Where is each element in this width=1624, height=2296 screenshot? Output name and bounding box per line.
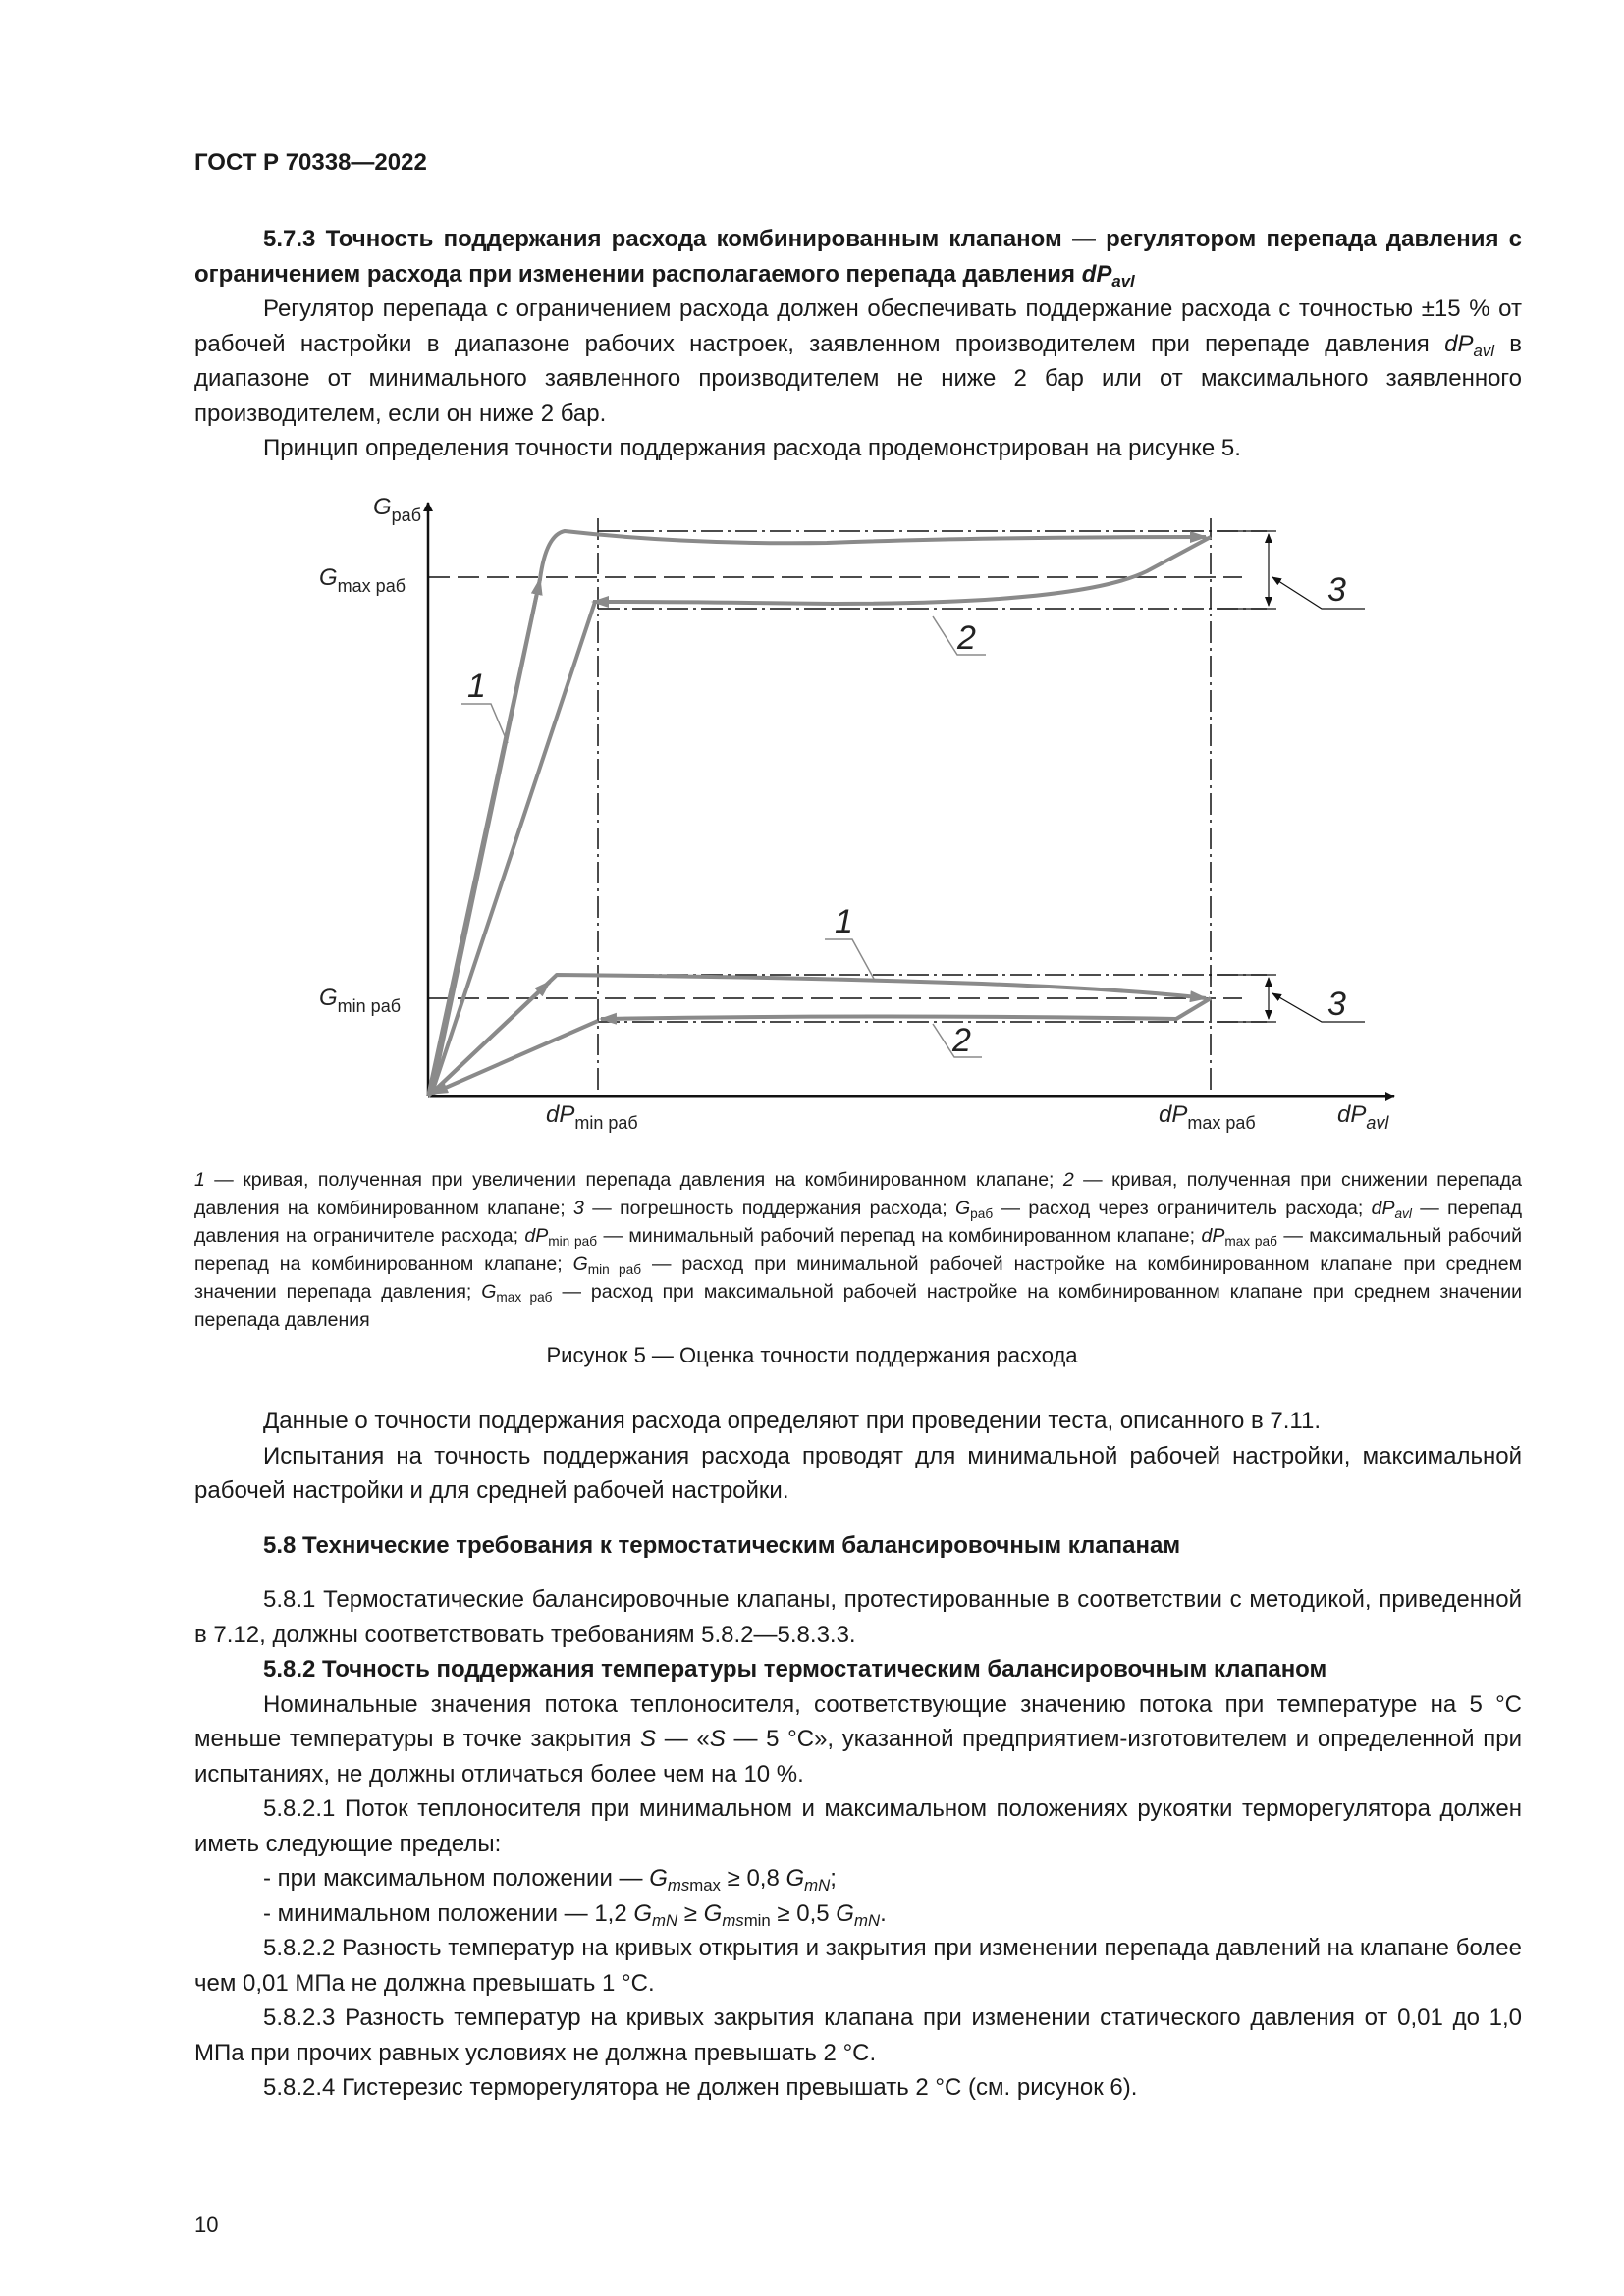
paragraph — [194, 2070, 1522, 2106]
dp-min-label: $dP_{min раб}$ — [546, 1101, 638, 1133]
text-run: 5.7.3 Точность поддержания расхода комбинированным клапаном — регулятором перепада давления с ограничением расхода при изменении располагаемого перепада давления — [194, 226, 1522, 288]
text-run: — « — [656, 1726, 710, 1752]
text-run: - минимальном положении — 1,2 — [263, 1899, 634, 1927]
text-run: — минимальный рабочий перепад на комбинированном клапане; — [597, 1225, 1202, 1247]
text-run: G — [836, 1899, 854, 1927]
paragraph — [194, 1582, 1522, 1652]
text-run: G — [481, 1281, 497, 1303]
curve-2-upper — [593, 537, 1211, 604]
text-run: mN — [652, 1910, 678, 1930]
text-run: min — [743, 1910, 771, 1930]
callout-3-upper: 3 — [1327, 571, 1346, 609]
y-axis-label: $G_{раб}$ — [373, 494, 422, 525]
callout-3-lower: 3 — [1327, 986, 1346, 1023]
text-run: ; — [830, 1865, 837, 1892]
text-run: max раб — [496, 1290, 553, 1306]
section-heading — [194, 1528, 1522, 1564]
text-run: G — [703, 1899, 723, 1927]
text-run: dP — [524, 1225, 549, 1247]
bottom-text — [194, 1404, 1522, 2106]
curve-2-lower — [601, 998, 1211, 1019]
text-run: . — [880, 1899, 887, 1927]
text-run: — расход при максимальной рабочей настройке на комбинированном клапане при среднем значении перепада давления — [194, 1281, 1522, 1331]
paragraph — [194, 1861, 1522, 1896]
paragraph — [194, 1404, 1522, 1439]
text-run: 5.8.1 Термостатические балансировочные клапаны, протестированные в соответствии с методикой, приведенной в 7.12, должны соответствовать требованиям 5.8.2—5.8.3.3. — [194, 1586, 1522, 1648]
text-run: dP — [1081, 260, 1112, 288]
text-run: 2 — [1062, 1169, 1074, 1191]
text-run: 5.8.2.3 Разность температур на кривых закрытия клапана при изменении статического давления от 0,01 до 1,0 МПа при прочих равных условиях не должна превышать 2 °С. — [194, 2004, 1522, 2066]
page-number: 10 — [194, 2213, 219, 2237]
figure-caption: Рисунок 5 — Оценка точности поддержания расхода — [546, 1343, 1078, 1367]
g-max-label: $G_{max раб}$ — [319, 564, 406, 596]
text-run: 1 — [194, 1169, 205, 1191]
text-run: Номинальные значения потока теплоносителя, соответствующие значению потока при температуре на 5 °С меньше температуры в точке закрытия — [194, 1690, 1522, 1752]
text-run: раб — [970, 1205, 994, 1221]
text-run: 5.8.2.2 Разность температур на кривых открытия и закрытия при изменении перепада давлений на клапане более чем 0,01 МПа не должна превышать 1 °С. — [194, 1935, 1522, 1997]
text-run: ≥ — [677, 1899, 704, 1927]
text-run: ms — [667, 1876, 690, 1896]
text-run: 5.8 Технические требования к термостатическим балансировочным клапанам — [263, 1531, 1181, 1559]
dp-max-label: $dP_{max раб}$ — [1159, 1101, 1256, 1133]
text-run: — кривая, полученная при увеличении перепада давления на комбинированном клапане; — [204, 1169, 1063, 1191]
curve-1-lower — [428, 975, 1206, 1096]
text-run: S — [640, 1726, 657, 1752]
text-run: - при максимальном положении — — [263, 1865, 650, 1892]
text-run: — 5 °С», указанной предприятием-изготовителем и определенной при испытаниях, не должны отличаться более чем на 10 %. — [194, 1726, 1522, 1788]
text-run: max раб — [1224, 1234, 1277, 1250]
text-run: 3 — [573, 1197, 584, 1219]
text-run: mN — [804, 1876, 831, 1896]
text-run: ≥ 0,5 — [770, 1899, 837, 1927]
callout-1-lower: 1 — [835, 903, 853, 940]
text-run: avl — [1394, 1205, 1412, 1221]
text-run: G — [785, 1865, 805, 1892]
figure-legend — [194, 1166, 1522, 1334]
x-axis-label: $dP_{avl}$ — [1337, 1101, 1389, 1133]
paragraph — [194, 1931, 1522, 2001]
text-run: 5.8.2.4 Гистерезис терморегулятора не должен превышать 2 °С (см. рисунок 6). — [263, 2074, 1138, 2101]
paragraph — [194, 1687, 1522, 1792]
text-run: avl — [1473, 341, 1494, 360]
text-run: в диапазоне от минимального заявленного производителем не ниже 2 бар или от максимального заявленного производителем, если он ниже 2 бар. — [194, 330, 1522, 427]
text-run: Испытания на точность поддержания расхода проводят для минимальной рабочей настройки, максимальной рабочей настройки и для средней рабочей настройки. — [194, 1442, 1522, 1504]
section-heading — [194, 1652, 1522, 1687]
callout-2-upper: 2 — [957, 619, 976, 657]
text-run: G — [633, 1899, 653, 1927]
text-run: — погрешность поддержания расхода; — [583, 1197, 955, 1219]
text-run: dP — [1444, 330, 1474, 357]
callout-2-lower: 2 — [952, 1022, 971, 1059]
document-header: ГОСТ Р 70338—2022 — [194, 149, 427, 176]
text-run: G — [572, 1253, 588, 1275]
text-run: Регулятор перепада с ограничением расхода должен обеспечивать поддержание расхода с точностью ±15 % от рабочей настройки в диапазоне рабочих настроек, заявленном производителем при перепаде давления — [194, 295, 1522, 357]
curve-1-upper — [428, 531, 1206, 1096]
g-min-label: $G_{min раб}$ — [319, 985, 402, 1016]
text-run: dP — [1201, 1225, 1225, 1247]
text-run: — расход при минимальной рабочей настройке на комбинированном клапане при среднем значении перепада давления; — [194, 1253, 1522, 1303]
text-run: dP — [1371, 1197, 1395, 1219]
text-run: Данные о точности поддержания расхода определяют при проведении теста, описанного в 7.11. — [263, 1408, 1321, 1434]
text-run: mN — [853, 1910, 881, 1930]
text-run: — расход через ограничитель расхода; — [993, 1197, 1372, 1219]
callout-1-upper: 1 — [467, 667, 486, 705]
paragraph — [194, 1896, 1522, 1932]
text-run: 5.8.2 Точность поддержания температуры термостатическим балансировочным клапаном — [263, 1656, 1327, 1682]
text-run: min раб — [587, 1261, 642, 1277]
paragraph — [194, 1791, 1522, 1861]
text-run: Принцип определения точности поддержания расхода продемонстрирован на рисунке 5. — [263, 435, 1241, 461]
text-run: S — [709, 1726, 726, 1752]
text-run: ms — [722, 1910, 744, 1930]
text-run: G — [649, 1865, 668, 1892]
paragraph — [194, 2001, 1522, 2070]
text-run: — перепад давления на ограничителе расхода; — [194, 1197, 1522, 1247]
paragraph — [194, 1439, 1522, 1509]
text-run: G — [955, 1197, 971, 1219]
text-run: min раб — [548, 1234, 598, 1250]
text-run: — кривая, полученная при снижении перепада давления на комбинированном клапане; — [194, 1169, 1522, 1219]
text-run: avl — [1111, 271, 1135, 291]
text-run: — максимальный рабочий перепад на комбинированном клапане; — [194, 1225, 1522, 1275]
text-run: 5.8.2.1 Поток теплоносителя при минимальном и максимальном положениях рукоятки терморегулятора должен иметь следующие пределы: — [194, 1795, 1522, 1857]
text-run: max — [689, 1876, 721, 1896]
text-run: ≥ 0,8 — [720, 1865, 786, 1892]
